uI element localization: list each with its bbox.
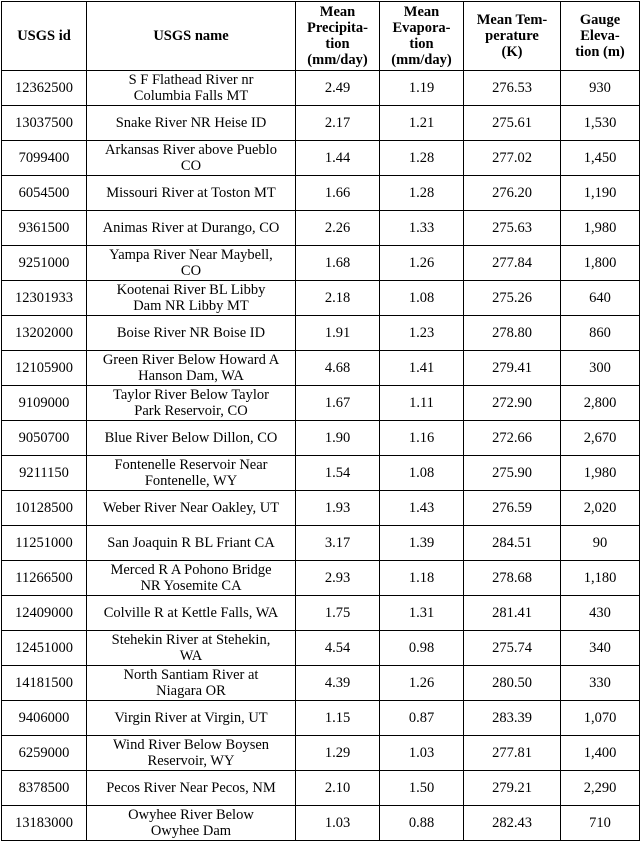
usgs-name-cell — [87, 386, 296, 421]
evaporation-cell: 1.43 — [380, 491, 464, 526]
elevation-cell: 1,190 — [561, 176, 640, 211]
table-row — [2, 106, 640, 141]
usgs-name-cell — [87, 491, 296, 526]
table-row — [2, 421, 640, 456]
usgs-id-cell: 6054500 — [2, 176, 87, 211]
temperature-cell: 276.20 — [464, 176, 561, 211]
name-line: Stehekin River at Stehekin, — [111, 632, 271, 648]
usgs-id-cell: 9050700 — [2, 421, 87, 456]
name-line: Green River Below Howard A — [102, 352, 280, 368]
usgs-id-cell: 10128500 — [2, 491, 87, 526]
table-row — [2, 211, 640, 246]
usgs-name-cell — [87, 806, 296, 841]
usgs-id-cell: 14181500 — [2, 666, 87, 701]
elevation-cell: 1,530 — [561, 106, 640, 141]
name-line: Missouri River at Toston MT — [106, 185, 276, 201]
usgs-id-cell: 9406000 — [2, 701, 87, 736]
usgs-id-cell: 12301933 — [2, 281, 87, 316]
elevation-cell: 1,980 — [561, 211, 640, 246]
table-row — [2, 141, 640, 176]
name-line: Snake River NR Heise ID — [115, 115, 267, 131]
gauge-table — [1, 1, 640, 841]
table-row — [2, 736, 640, 771]
evaporation-cell: 1.08 — [380, 281, 464, 316]
table-row — [2, 176, 640, 211]
elevation-header — [561, 2, 640, 71]
evaporation-cell: 1.33 — [380, 211, 464, 246]
temperature-cell: 282.43 — [464, 806, 561, 841]
name-line: Owyhee Dam — [150, 823, 232, 839]
temperature-cell: 277.81 — [464, 736, 561, 771]
name-line: Kootenai River BL Libby — [116, 282, 266, 298]
precipitation-cell: 1.90 — [296, 421, 380, 456]
usgs-id-cell: 7099400 — [2, 141, 87, 176]
evaporation-header — [380, 2, 464, 71]
table-row — [2, 806, 640, 841]
name-line: WA — [179, 648, 203, 664]
header-line: Mean — [319, 4, 356, 20]
evaporation-cell: 1.28 — [380, 176, 464, 211]
table-row — [2, 351, 640, 386]
elevation-cell: 640 — [561, 281, 640, 316]
header-line: Gauge — [579, 12, 621, 28]
evaporation-cell: 1.19 — [380, 71, 464, 106]
temperature-header — [464, 2, 561, 71]
header-line: Mean — [403, 4, 440, 20]
evaporation-cell: 1.39 — [380, 526, 464, 561]
table-row — [2, 456, 640, 491]
temperature-cell: 272.90 — [464, 386, 561, 421]
name-line: North Santiam River at — [123, 667, 259, 683]
precipitation-cell: 2.26 — [296, 211, 380, 246]
usgs-id-cell: 8378500 — [2, 771, 87, 806]
header-line: (K) — [501, 44, 523, 60]
usgs-name-cell — [87, 316, 296, 351]
elevation-cell: 300 — [561, 351, 640, 386]
elevation-cell: 2,290 — [561, 771, 640, 806]
precipitation-cell: 1.66 — [296, 176, 380, 211]
evaporation-cell: 1.26 — [380, 246, 464, 281]
precipitation-cell: 2.18 — [296, 281, 380, 316]
elevation-cell: 2,670 — [561, 421, 640, 456]
table-row — [2, 246, 640, 281]
temperature-cell: 275.26 — [464, 281, 561, 316]
temperature-cell: 278.80 — [464, 316, 561, 351]
name-line: Dam NR Libby MT — [133, 298, 249, 314]
usgs-name-cell — [87, 771, 296, 806]
precipitation-cell: 1.15 — [296, 701, 380, 736]
precipitation-cell: 1.91 — [296, 316, 380, 351]
table-row — [2, 596, 640, 631]
evaporation-cell: 1.41 — [380, 351, 464, 386]
evaporation-cell: 1.23 — [380, 316, 464, 351]
table-row — [2, 71, 640, 106]
temperature-cell: 276.53 — [464, 71, 561, 106]
name-line: Columbia Falls MT — [133, 88, 249, 104]
name-line: NR Yosemite CA — [140, 578, 242, 594]
name-line: Hanson Dam, WA — [138, 368, 244, 384]
name-line: Owyhee River Below — [128, 807, 254, 823]
usgs-id-cell: 13037500 — [2, 106, 87, 141]
name-line: Reservoir, WY — [147, 753, 235, 769]
usgs-id-cell: 12409000 — [2, 596, 87, 631]
precipitation-cell: 1.29 — [296, 736, 380, 771]
usgs-id-cell: 12451000 — [2, 631, 87, 666]
elevation-cell: 1,400 — [561, 736, 640, 771]
elevation-cell: 90 — [561, 526, 640, 561]
elevation-cell: 2,800 — [561, 386, 640, 421]
usgs-id-cell: 12362500 — [2, 71, 87, 106]
temperature-cell: 272.66 — [464, 421, 561, 456]
header-line: perature — [485, 28, 539, 44]
precipitation-cell: 1.03 — [296, 806, 380, 841]
evaporation-cell: 1.18 — [380, 561, 464, 596]
elevation-cell: 930 — [561, 71, 640, 106]
table-row — [2, 386, 640, 421]
temperature-cell: 281.41 — [464, 596, 561, 631]
header-line: (mm/day) — [391, 52, 452, 68]
usgs-name-cell — [87, 561, 296, 596]
evaporation-cell: 1.11 — [380, 386, 464, 421]
elevation-cell: 1,450 — [561, 141, 640, 176]
table-row — [2, 281, 640, 316]
usgs-name-cell — [87, 246, 296, 281]
usgs-name-cell — [87, 141, 296, 176]
evaporation-cell: 1.28 — [380, 141, 464, 176]
temperature-cell: 284.51 — [464, 526, 561, 561]
precipitation-cell: 3.17 — [296, 526, 380, 561]
name-line: Park Reservoir, CO — [134, 403, 248, 419]
precipitation-cell: 1.93 — [296, 491, 380, 526]
precipitation-cell: 2.49 — [296, 71, 380, 106]
precipitation-cell: 4.39 — [296, 666, 380, 701]
elevation-cell: 1,800 — [561, 246, 640, 281]
precipitation-cell: 1.67 — [296, 386, 380, 421]
precipitation-cell: 2.93 — [296, 561, 380, 596]
temperature-cell: 279.41 — [464, 351, 561, 386]
usgs-name-cell — [87, 631, 296, 666]
usgs-name-cell — [87, 456, 296, 491]
evaporation-cell: 0.87 — [380, 701, 464, 736]
precipitation-cell: 4.68 — [296, 351, 380, 386]
header-line: tion — [409, 36, 434, 52]
name-line: CO — [180, 158, 202, 174]
header-line: tion (m) — [575, 44, 625, 60]
header-line: Precipita- — [307, 20, 368, 36]
usgs-name-cell — [87, 281, 296, 316]
temperature-cell: 275.90 — [464, 456, 561, 491]
name-line: Fontenelle, WY — [144, 473, 238, 489]
usgs-id-cell: 11251000 — [2, 526, 87, 561]
temperature-cell: 277.02 — [464, 141, 561, 176]
table-row — [2, 701, 640, 736]
usgs-id-cell: 9251000 — [2, 246, 87, 281]
header-row — [2, 2, 640, 71]
temperature-cell: 275.74 — [464, 631, 561, 666]
elevation-cell: 710 — [561, 806, 640, 841]
evaporation-cell: 1.26 — [380, 666, 464, 701]
temperature-cell: 275.61 — [464, 106, 561, 141]
elevation-cell: 1,180 — [561, 561, 640, 596]
evaporation-cell: 0.98 — [380, 631, 464, 666]
name-line: Animas River at Durango, CO — [102, 220, 280, 236]
elevation-cell: 340 — [561, 631, 640, 666]
name-line: Arkansas River above Pueblo — [105, 142, 277, 158]
name-line: Taylor River Below Taylor — [113, 387, 269, 403]
temperature-cell: 280.50 — [464, 666, 561, 701]
usgs-name-header — [87, 2, 296, 71]
elevation-cell: 330 — [561, 666, 640, 701]
temperature-cell: 277.84 — [464, 246, 561, 281]
elevation-cell: 860 — [561, 316, 640, 351]
usgs-id-header — [2, 2, 87, 71]
usgs-name-cell — [87, 351, 296, 386]
table-row — [2, 526, 640, 561]
evaporation-cell: 1.31 — [380, 596, 464, 631]
table-row — [2, 561, 640, 596]
temperature-cell: 283.39 — [464, 701, 561, 736]
header-line: USGS name — [153, 28, 229, 44]
usgs-name-cell — [87, 701, 296, 736]
elevation-cell: 430 — [561, 596, 640, 631]
usgs-name-cell — [87, 736, 296, 771]
elevation-cell: 2,020 — [561, 491, 640, 526]
usgs-name-cell — [87, 421, 296, 456]
usgs-id-cell: 9211150 — [2, 456, 87, 491]
name-line: CO — [180, 263, 202, 279]
precipitation-cell: 4.54 — [296, 631, 380, 666]
header-line: (mm/day) — [307, 52, 368, 68]
name-line: Pecos River Near Pecos, NM — [106, 780, 276, 796]
precipitation-cell: 2.17 — [296, 106, 380, 141]
usgs-id-cell: 13183000 — [2, 806, 87, 841]
name-line: Weber River Near Oakley, UT — [102, 500, 280, 516]
temperature-cell: 276.59 — [464, 491, 561, 526]
evaporation-cell: 1.21 — [380, 106, 464, 141]
name-line: Fontenelle Reservoir Near — [114, 457, 268, 473]
usgs-id-cell: 11266500 — [2, 561, 87, 596]
usgs-name-cell — [87, 211, 296, 246]
usgs-name-cell — [87, 666, 296, 701]
header-line: tion — [325, 36, 350, 52]
usgs-name-cell — [87, 106, 296, 141]
temperature-cell: 278.68 — [464, 561, 561, 596]
usgs-id-cell: 9361500 — [2, 211, 87, 246]
table-row — [2, 631, 640, 666]
table-row — [2, 771, 640, 806]
usgs-name-cell — [87, 596, 296, 631]
evaporation-cell: 1.03 — [380, 736, 464, 771]
name-line: San Joaquin R BL Friant CA — [107, 535, 275, 551]
precipitation-cell: 1.75 — [296, 596, 380, 631]
table-body — [2, 71, 640, 841]
precipitation-cell: 2.10 — [296, 771, 380, 806]
name-line: Yampa River Near Maybell, — [109, 247, 273, 263]
precipitation-cell: 1.68 — [296, 246, 380, 281]
precipitation-cell: 1.44 — [296, 141, 380, 176]
name-line: Wind River Below Boysen — [112, 737, 270, 753]
name-line: Virgin River at Virgin, UT — [114, 710, 268, 726]
usgs-id-cell: 9109000 — [2, 386, 87, 421]
name-line: Merced R A Pohono Bridge — [110, 562, 272, 578]
usgs-name-cell — [87, 71, 296, 106]
table-row — [2, 491, 640, 526]
elevation-cell: 1,980 — [561, 456, 640, 491]
precipitation-cell: 1.54 — [296, 456, 380, 491]
usgs-name-cell — [87, 176, 296, 211]
usgs-id-cell: 13202000 — [2, 316, 87, 351]
name-line: Niagara OR — [156, 683, 226, 699]
header-line: Evapora- — [392, 20, 451, 36]
elevation-cell: 1,070 — [561, 701, 640, 736]
evaporation-cell: 1.16 — [380, 421, 464, 456]
table-header — [2, 2, 640, 71]
usgs-id-cell: 6259000 — [2, 736, 87, 771]
name-line: S F Flathead River nr — [128, 72, 254, 88]
header-line: Mean Tem- — [476, 12, 548, 28]
name-line: Boise River NR Boise ID — [116, 325, 266, 341]
precipitation-header — [296, 2, 380, 71]
header-line: Eleva- — [580, 28, 620, 44]
usgs-id-cell: 12105900 — [2, 351, 87, 386]
name-line: Blue River Below Dillon, CO — [104, 430, 278, 446]
evaporation-cell: 1.08 — [380, 456, 464, 491]
temperature-cell: 275.63 — [464, 211, 561, 246]
evaporation-cell: 0.88 — [380, 806, 464, 841]
header-line: USGS id — [17, 28, 71, 44]
name-line: Colville R at Kettle Falls, WA — [103, 605, 279, 621]
usgs-name-cell — [87, 526, 296, 561]
evaporation-cell: 1.50 — [380, 771, 464, 806]
table-row — [2, 316, 640, 351]
table-row — [2, 666, 640, 701]
temperature-cell: 279.21 — [464, 771, 561, 806]
